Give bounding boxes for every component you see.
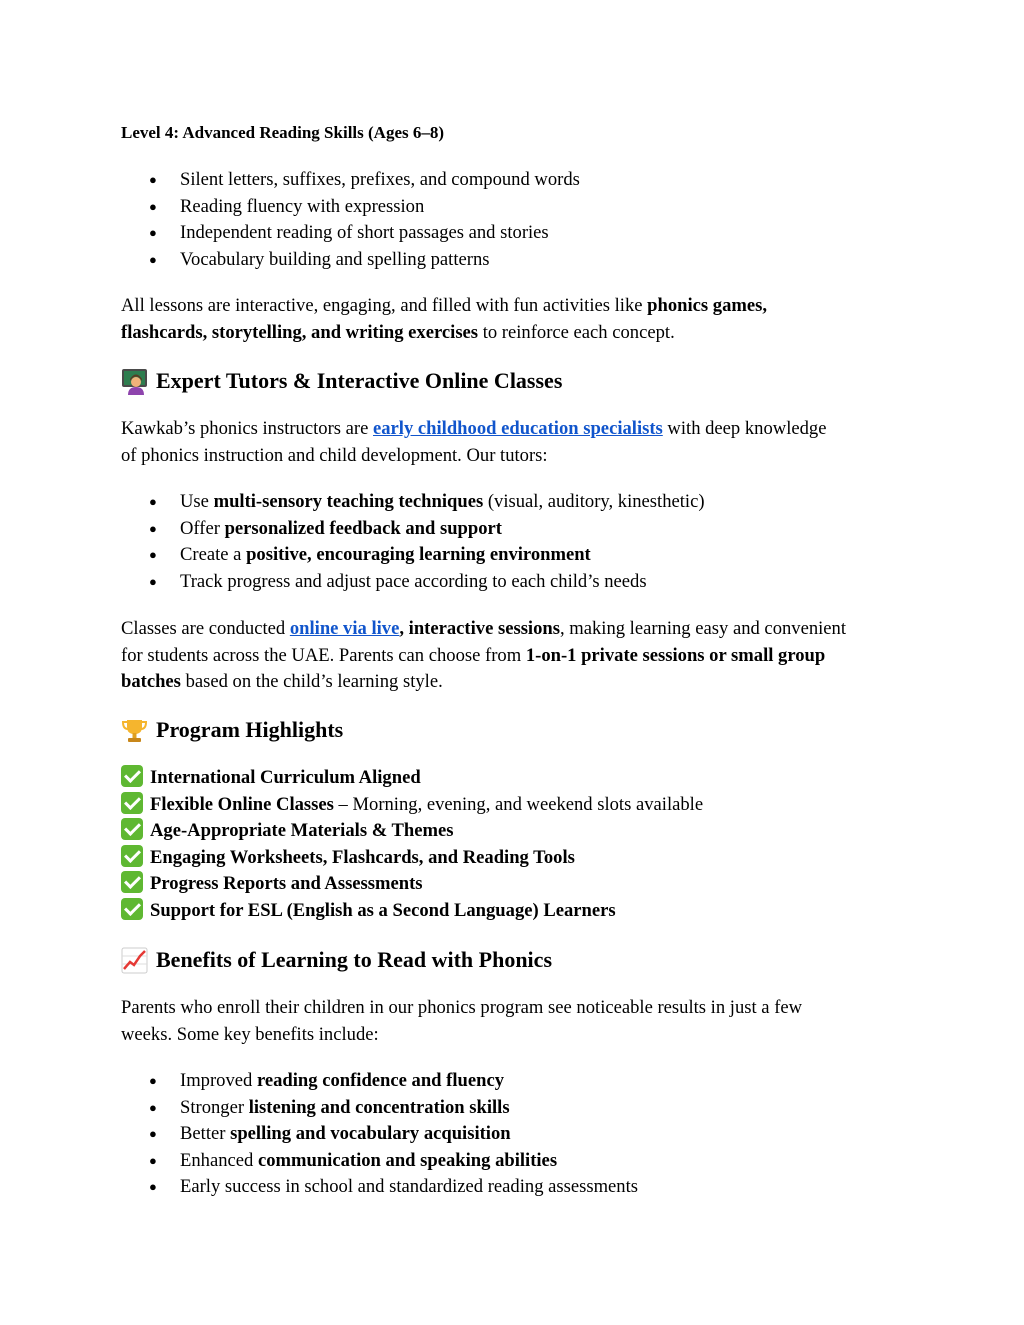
list-item: ● Stronger listening and concentration skills: [149, 1096, 510, 1118]
tutors-intro-paragraph: Kawkab’s phonics instructors are early childhood education specialists with deep knowledge of phonics instruction and child development. Our tutors:: [121, 418, 827, 466]
checkmark-icon: [121, 898, 143, 920]
benefits-heading: Benefits of Learning to Read with Phonics: [121, 945, 552, 975]
highlight-item: Progress Reports and Assessments: [121, 871, 423, 898]
list-item: ● Silent letters, suffixes, prefixes, and compound words: [149, 169, 580, 190]
checkmark-icon: [121, 845, 143, 867]
teacher-icon: [121, 368, 148, 395]
list-item: ● Offer personalized feedback and support: [149, 517, 502, 539]
checkmark-icon: [121, 871, 143, 893]
list-item: ● Enhanced communication and speaking abilities: [149, 1149, 558, 1171]
benefits-list: [121, 1068, 638, 1201]
list-item: ● Track progress and adjust pace according to each child’s needs: [149, 570, 647, 592]
checkmark-icon: [121, 818, 143, 840]
tutors-list: [121, 489, 705, 595]
list-item: ● Better spelling and vocabulary acquisition: [149, 1123, 511, 1144]
list-item: ● Vocabulary building and spelling patterns: [149, 248, 490, 270]
lessons-paragraph: All lessons are interactive, engaging, and filled with fun activities like phonics games, flashcards, storytelling, and writing exercises to reinforce each concept.: [121, 295, 767, 343]
chart-increasing-icon: [121, 947, 148, 974]
list-item: ● Independent reading of short passages and stories: [149, 222, 549, 243]
highlight-item: International Curriculum Aligned: [121, 765, 421, 792]
highlight-item: Engaging Worksheets, Flashcards, and Reading Tools: [121, 845, 575, 872]
list-item: ● Reading fluency with expression: [149, 195, 425, 217]
level4-heading: Level 4: Advanced Reading Skills (Ages 6–8): [121, 123, 445, 142]
highlights-heading: Program Highlights: [121, 715, 343, 745]
tutors-heading: Expert Tutors & Interactive Online Classes: [121, 366, 562, 396]
highlight-item: Support for ESL (English as a Second Language) Learners: [121, 898, 616, 925]
list-item: ● Improved reading confidence and fluency: [149, 1070, 505, 1091]
highlight-item: Age-Appropriate Materials & Themes: [121, 818, 453, 845]
list-item: ● Create a positive, encouraging learning environment: [149, 544, 591, 565]
list-item: ● Early success in school and standardized reading assessments: [149, 1176, 638, 1197]
classes-paragraph: Classes are conducted online via live, interactive sessions, making learning easy and convenient for students across the UAE. Parents can choose from 1-on-1 private sessions or small group batches based on the child’s learning style.: [121, 618, 847, 692]
specialists-link[interactable]: early childhood education specialists: [373, 418, 663, 439]
checkmark-icon: [121, 792, 143, 814]
list-item: ● Use multi-sensory teaching techniques (visual, auditory, kinesthetic): [149, 491, 705, 512]
benefits-paragraph: Parents who enroll their children in our phonics program see noticeable results in just a few weeks. Some key benefits include:: [121, 997, 803, 1045]
online-live-link[interactable]: online via live: [289, 618, 400, 639]
highlight-item: Flexible Online Classes – Morning, evening, and weekend slots available: [121, 792, 703, 819]
trophy-icon: [121, 717, 148, 744]
checkmark-icon: [121, 765, 143, 787]
level4-list: [121, 167, 580, 273]
